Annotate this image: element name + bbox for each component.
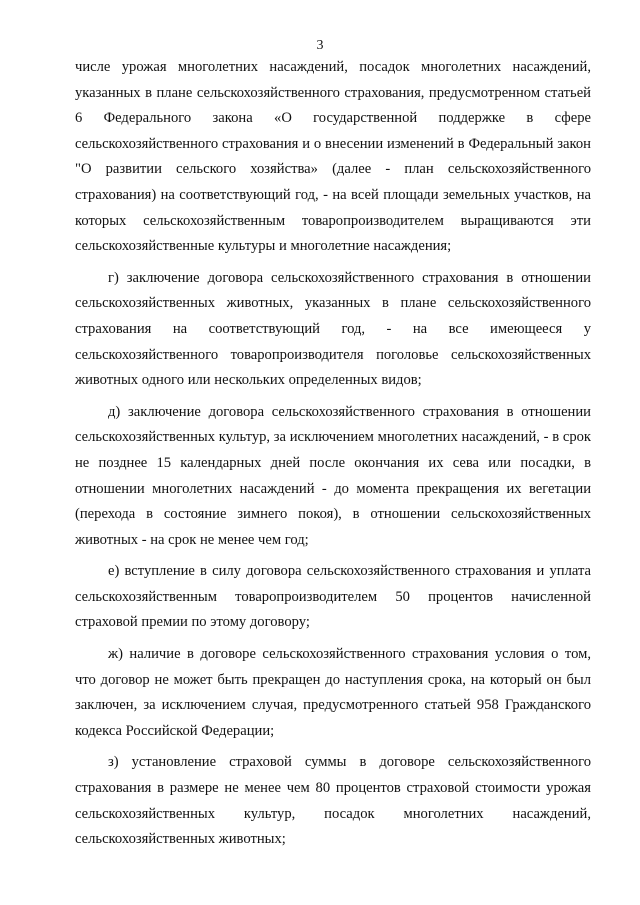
paragraph-item-zh: ж) наличие в договоре сельскохозяйственного страхования условия о том, что договор не может быть прекращен до наступления срока, на который он был заключен, за исключением случая, предусмотренного статьей 958 Гражданского кодекса Российской Федерации; (75, 646, 591, 739)
paragraph-item-g: г) заключение договора сельскохозяйственного страхования в отношении сельскохозяйственных животных, указанных в плане сельскохозяйственного страхования на соответствующий год, - на все имеющееся у сельскохозяйственного товаропроизводителя поголовье сельскохозяйственных животных одного или нескольких определенных видов; (75, 269, 591, 389)
paragraph-continuation: числе урожая многолетних насаждений, посадок многолетних насаждений, указанных в плане сельскохозяйственного страхования, предусмотренном статьей 6 Федерального закона «О государственной поддержке в сфере сельскохозяйственного страхования и о внесении изменений в Федеральный закон "О развитии сельского хозяйства» (далее - план сельскохозяйственного страхования) на соответствующий год, - на всей площади земельных участков, на которых сельскохозяйственным товаропроизводителем выращиваются эти сельскохозяйственные культуры и многолетние насаждения; (75, 59, 591, 255)
page-number: 3 (316, 38, 324, 53)
paragraph-item-e: е) вступление в силу договора сельскохозяйственного страхования и уплата сельскохозяйственным товаропроизводителем 50 процентов начисленной страховой премии по этому договору; (75, 563, 591, 631)
document-body (75, 55, 591, 853)
paragraph-item-z: з) установление страховой суммы в договоре сельскохозяйственного страхования в размере не менее чем 80 процентов страховой стоимости урожая сельскохозяйственных культур, посадок многолетних насаждений, сельскохозяйственных животных; (75, 754, 591, 848)
paragraph-item-d: д) заключение договора сельскохозяйственного страхования в отношении сельскохозяйственных культур, за исключением многолетних насаждений, - в срок не позднее 15 календарных дней после окончания их сева или посадки, в отношении многолетних насаждений - до момента прекращения их вегетации (перехода в состояние зимнего покоя), в отношении сельскохозяйственных животных - на срок не менее чем год; (75, 403, 591, 548)
